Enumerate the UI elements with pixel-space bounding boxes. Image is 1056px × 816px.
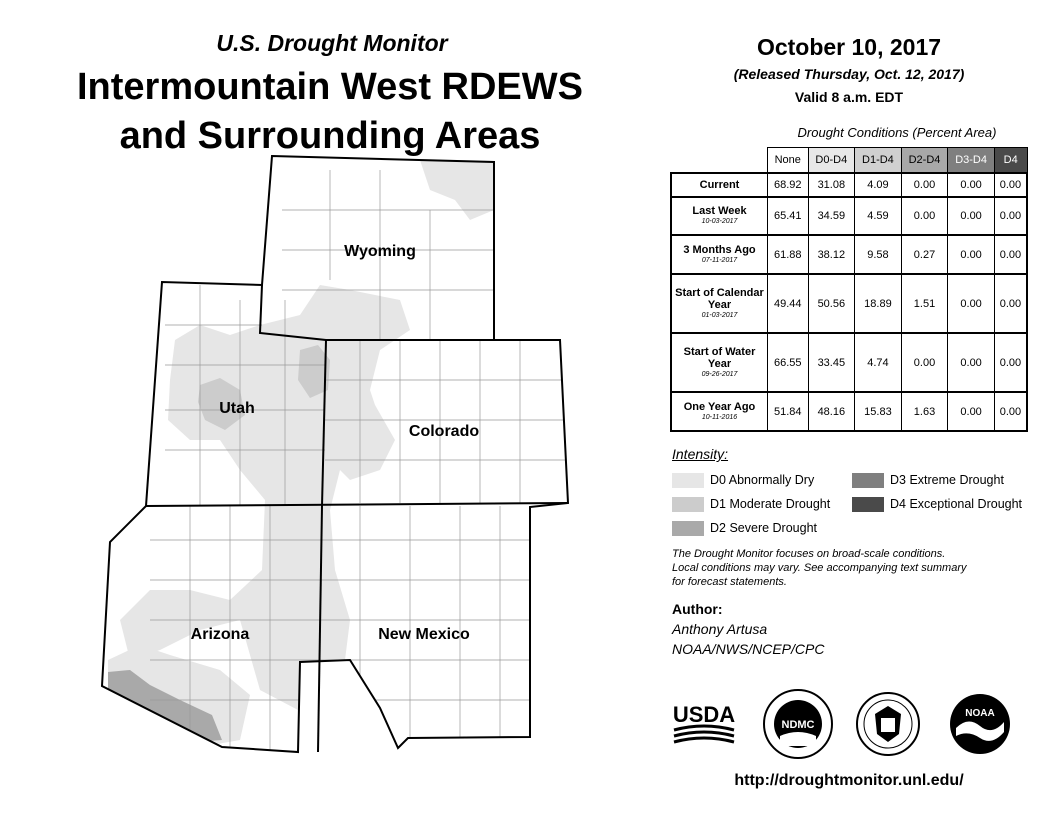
table-cell: 0.00 [994,333,1027,392]
author-name: Anthony Artusa [672,621,768,637]
legend-label-d3: D3 Extreme Drought [890,473,1004,487]
table-cell: 9.58 [855,235,902,274]
row-label-text: Current [699,178,740,191]
map-supertitle: U.S. Drought Monitor [216,30,448,56]
release-date: (Released Thursday, Oct. 12, 2017) [733,66,965,82]
row-label [671,235,768,274]
table-cell: 33.45 [808,333,855,392]
table-cell: 0.00 [948,235,995,274]
table-cell: 0.00 [948,173,995,197]
column-header: D2-D4 [901,148,948,174]
table-cell: 34.59 [808,197,855,236]
row-label [671,392,768,431]
table-cell: 4.09 [855,173,902,197]
column-header: D0-D4 [808,148,855,174]
table-corner [671,148,768,174]
legend-swatch-d2 [672,521,704,536]
commerce-seal-logo [855,688,921,760]
note-line-2: Local conditions may vary. See accompanying text summary [672,562,967,574]
table-cell: 0.00 [948,333,995,392]
table-row [671,274,1027,333]
table-cell: 1.63 [901,392,948,431]
author-org: NOAA/NWS/NCEP/CPC [672,641,825,657]
table-cell: 48.16 [808,392,855,431]
table-cell: 15.83 [855,392,902,431]
row-label-text: 3 Months Ago [683,244,756,257]
legend-swatch-d0 [672,473,704,488]
row-date: 09-26-2017 [701,371,738,379]
table-cell: 4.59 [855,197,902,236]
row-date: 01-03-2017 [701,312,738,320]
table-cell: 61.88 [768,235,809,274]
svg-text:NDMC: NDMC [781,719,815,731]
map-title-line1: Intermountain West RDEWS [77,66,583,108]
table-cell: 51.84 [768,392,809,431]
table-cell: 0.00 [901,197,948,236]
legend-title: Intensity: [672,446,729,462]
svg-text:USDA: USDA [672,702,736,727]
state-label-new-mexico: New Mexico [378,626,470,643]
legend-label-d2: D2 Severe Drought [710,521,818,535]
table-row [671,333,1027,392]
state-label-wyoming: Wyoming [344,243,416,260]
row-date: 10-03-2017 [701,218,738,226]
table-cell: 66.55 [768,333,809,392]
ndmc-logo [762,688,834,760]
table-cell: 0.00 [994,235,1027,274]
table-cell: 38.12 [808,235,855,274]
table-row [671,235,1027,274]
row-date: 07-11-2017 [701,257,738,265]
legend-label-d0: D0 Abnormally Dry [710,473,815,487]
row-date: 10-11-2016 [701,414,738,422]
column-header: None [768,148,809,174]
table-cell: 0.00 [994,392,1027,431]
table-cell: 0.27 [901,235,948,274]
row-label [671,333,768,392]
row-label-text: One Year Ago [683,401,756,414]
column-header: D4 [994,148,1027,174]
table-cell: 0.00 [994,197,1027,236]
table-cell: 0.00 [901,173,948,197]
website-url[interactable]: http://droughtmonitor.unl.edu/ [734,772,964,789]
map-date: October 10, 2017 [756,34,942,60]
table-row [671,392,1027,431]
column-header: D1-D4 [855,148,902,174]
valid-time: Valid 8 a.m. EDT [794,89,904,105]
column-header: D3-D4 [948,148,995,174]
drought-conditions-table [670,147,1028,432]
author-label: Author: [672,601,723,617]
table-cell: 0.00 [994,173,1027,197]
noaa-logo [948,692,1012,756]
note-line-3: for forecast statements. [672,576,787,588]
table-caption: Drought Conditions (Percent Area) [797,125,997,140]
row-label-text: Start of Water Year [683,346,756,371]
table-cell: 31.08 [808,173,855,197]
table-cell: 18.89 [855,274,902,333]
table-cell: 65.41 [768,197,809,236]
svg-text:NOAA: NOAA [965,708,995,719]
table-cell: 49.44 [768,274,809,333]
legend-swatch-d1 [672,497,704,512]
legend-label-d1: D1 Moderate Drought [710,497,831,511]
row-label [671,274,768,333]
usda-logo [672,700,736,748]
table-cell: 0.00 [948,274,995,333]
row-label [671,197,768,236]
state-label-colorado: Colorado [408,423,480,440]
drought-map [0,150,665,770]
legend-label-d4: D4 Exceptional Drought [890,497,1023,511]
map-title-line2: and Surrounding Areas [119,115,541,157]
table-cell: 50.56 [808,274,855,333]
state-label-arizona: Arizona [190,626,250,643]
table-cell: 68.92 [768,173,809,197]
table-cell: 1.51 [901,274,948,333]
table-row [671,173,1027,197]
row-label-text: Start of Calendar Year [675,287,764,312]
row-label [671,173,768,197]
legend-swatch-d4 [852,497,884,512]
table-cell: 0.00 [948,197,995,236]
row-label-text: Last Week [692,205,747,218]
state-label-utah: Utah [219,400,255,417]
disclaimer-note [672,547,1032,589]
table-cell: 0.00 [901,333,948,392]
note-line-1: The Drought Monitor focuses on broad-scale conditions. [672,548,946,560]
table-cell: 0.00 [994,274,1027,333]
table-cell: 0.00 [948,392,995,431]
table-row [671,197,1027,236]
table-cell: 4.74 [855,333,902,392]
legend-swatch-d3 [852,473,884,488]
